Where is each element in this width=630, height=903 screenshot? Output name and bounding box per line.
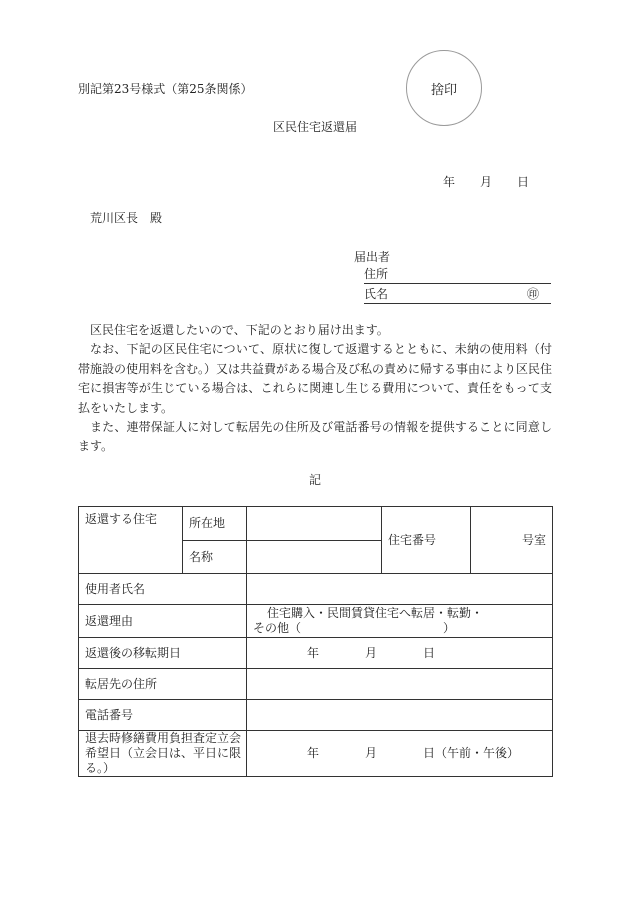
- date-year: 年: [443, 175, 456, 189]
- form-label: 別記第23号様式（第25条関係）: [78, 82, 253, 96]
- date-day: 日: [517, 175, 530, 189]
- reason-options: 住宅購入・民間賃貸住宅へ転居・転勤・: [267, 606, 484, 620]
- location-label: 所在地: [183, 507, 247, 541]
- move-date-ymd: [253, 646, 552, 661]
- return-reason-label: 返還理由: [79, 605, 247, 638]
- move-date-day: 日: [423, 645, 436, 660]
- reason-other: [253, 621, 552, 636]
- reason-other-close: ）: [443, 621, 456, 635]
- date-line: [443, 173, 529, 190]
- ki-heading: 記: [308, 473, 321, 487]
- body-paragraph-1: 区民住宅を返還したいので、下記のとおり届け出ます。: [90, 323, 389, 337]
- body-paragraph-2: なお、下記の区民住宅について、原状に復して返還するとともに、未納の使用料（付帯施設の使用料を含む。）又は共益費がある場合及び私の責めに帰する事由により区民住宅に損害等が生じている場合は、これらに関連し生じる費用について、責任をもって支払をいたします。: [78, 342, 553, 415]
- body-paragraph-3: また、連帯保証人に対して転居先の住所及び電話番号の情報を提供することに同意します。: [78, 420, 552, 454]
- document-title: 区民住宅返還届: [272, 120, 357, 134]
- applicant-name-label: 氏名: [364, 287, 389, 301]
- inspection-date-field[interactable]: [247, 731, 553, 777]
- housing-number-label: 住宅番号: [382, 507, 471, 574]
- name-field[interactable]: [247, 541, 382, 574]
- applicant-name-field[interactable]: [364, 283, 551, 304]
- room-number-field[interactable]: [471, 507, 553, 574]
- inspection-date-label: 退去時修繕費用負担査定立会希望日（立会日は、平日に限る。）: [79, 731, 247, 777]
- user-name-label: 使用者氏名: [79, 574, 247, 605]
- seal-mark: ㊞: [526, 287, 539, 301]
- inspection-date-ymd: [253, 746, 552, 761]
- new-address-label: 転居先の住所: [79, 669, 247, 700]
- addressee: 荒川区長 殿: [90, 211, 163, 225]
- reason-other-open: その他（: [253, 621, 302, 635]
- inspection-day-ampm: 日（午前・午後）: [423, 746, 520, 760]
- user-name-field[interactable]: [247, 574, 553, 605]
- return-reason-field[interactable]: [247, 605, 553, 638]
- body-text: [78, 321, 552, 457]
- stamp-text: 捨印: [430, 82, 457, 98]
- return-details-table: [78, 506, 553, 777]
- location-field[interactable]: [247, 507, 382, 541]
- move-date-label: 返還後の移転期日: [79, 638, 247, 669]
- phone-label: 電話番号: [79, 700, 247, 731]
- name-label: 名称: [183, 541, 247, 574]
- date-month: 月: [480, 175, 493, 189]
- phone-field[interactable]: [247, 700, 553, 731]
- inspection-month: 月: [365, 746, 378, 760]
- new-address-field[interactable]: [247, 669, 553, 700]
- returned-housing-label: 返還する住宅: [79, 507, 183, 574]
- applicant-address-label: 住所: [364, 267, 389, 281]
- applicant-heading: 届出者: [354, 250, 391, 264]
- room-suffix: 号室: [521, 532, 546, 547]
- move-date-field[interactable]: [247, 638, 553, 669]
- move-date-year: 年: [307, 645, 320, 660]
- stamp-circle: [406, 50, 482, 126]
- move-date-month: 月: [365, 645, 378, 660]
- applicant-address-field[interactable]: [364, 263, 551, 284]
- inspection-year: 年: [307, 746, 320, 760]
